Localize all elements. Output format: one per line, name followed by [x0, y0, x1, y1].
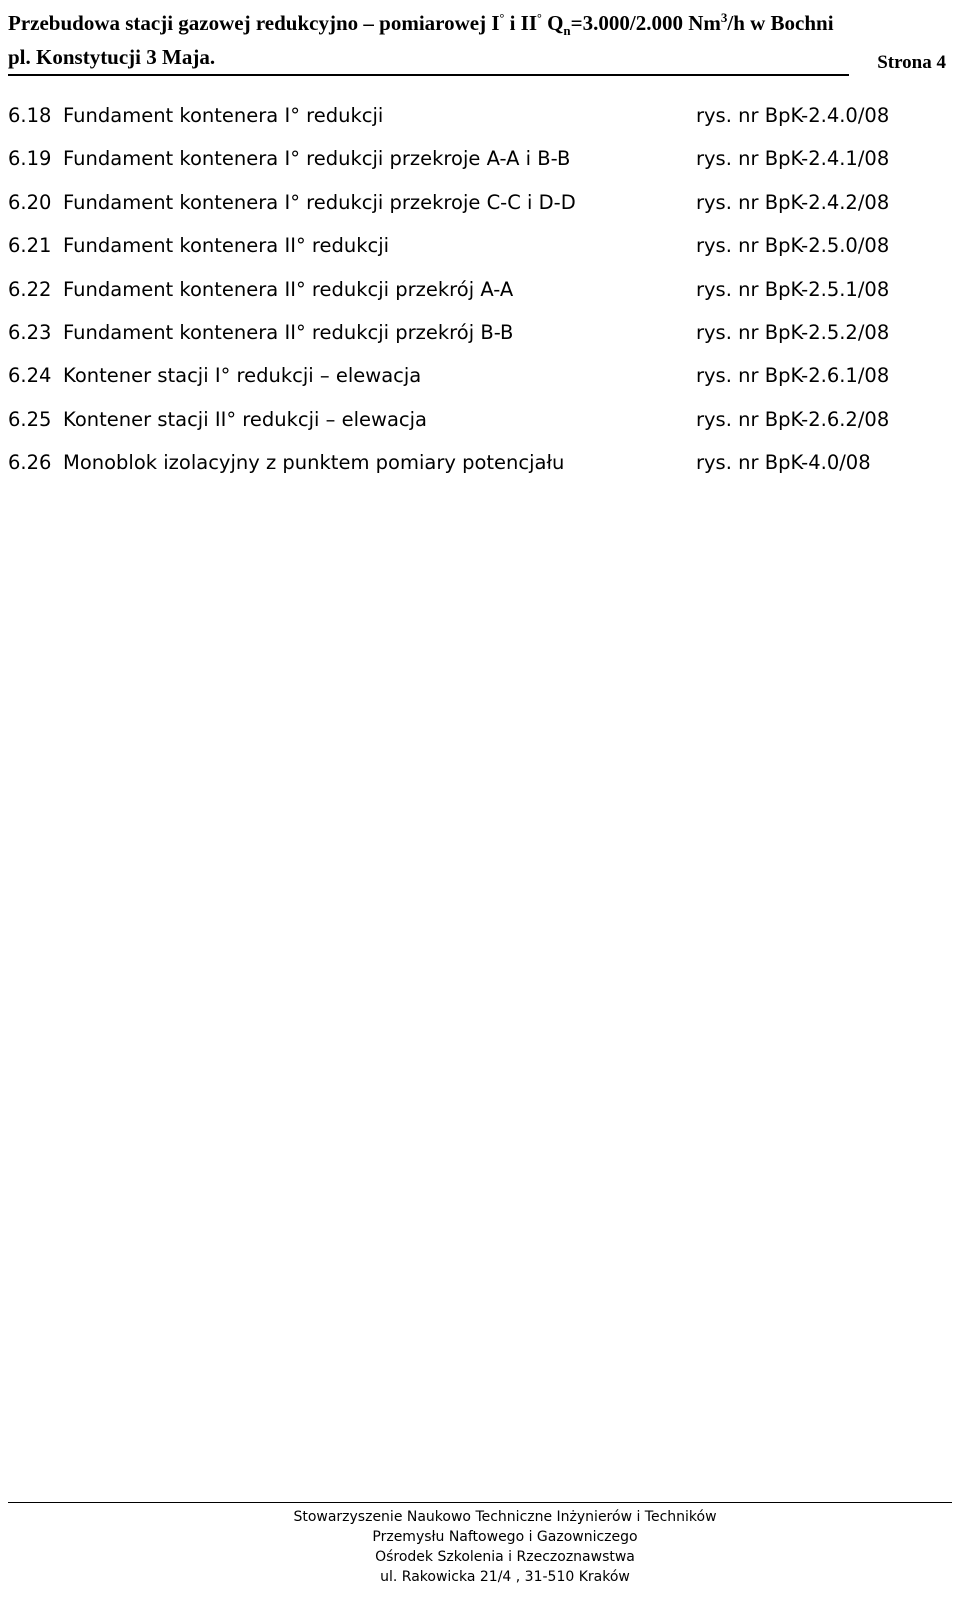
- item-number: 6.20: [8, 190, 52, 214]
- subscript-n: n: [563, 23, 571, 39]
- superscript-3: 3: [720, 10, 728, 25]
- header-title-text: =3.000/2.000 Nm: [570, 11, 721, 35]
- drawing-list-item: [8, 274, 948, 317]
- footer-line: ul. Rakowicka 21/4 , 31-510 Kraków: [380, 1569, 630, 1585]
- footer-line: Ośrodek Szkolenia i Rzeczoznawstwa: [375, 1549, 635, 1565]
- drawing-reference: rys. nr BpK-2.4.1/08: [696, 147, 890, 171]
- header-title-line-1: [8, 4, 948, 44]
- item-title: Fundament kontenera I° redukcji przekroje C-C i D-D: [63, 190, 576, 214]
- drawing-reference: rys. nr BpK-2.6.1/08: [696, 364, 890, 388]
- item-number: 6.24: [8, 364, 52, 388]
- item-number: 6.18: [8, 104, 52, 127]
- header-title-text: Przebudowa stacji gazowej redukcyjno – pomiarowej I: [8, 11, 500, 35]
- drawing-list-item: [8, 447, 948, 490]
- footer-line: Przemysłu Naftowego i Gazowniczego: [372, 1529, 638, 1545]
- item-title: Fundament kontenera II° redukcji: [63, 234, 390, 258]
- drawing-reference: rys. nr BpK-2.5.0/08: [696, 234, 890, 258]
- degree-sign: °: [537, 11, 542, 25]
- item-title: Fundament kontenera II° redukcji przekrój B-B: [63, 320, 514, 344]
- item-title: Fundament kontenera I° redukcji przekroje A-A i B-B: [63, 147, 571, 171]
- item-title: Fundament kontenera II° redukcji przekrój A-A: [63, 277, 514, 301]
- header-title-text: Q: [541, 11, 564, 35]
- item-title: Kontener stacji I° redukcji – elewacja: [63, 364, 422, 388]
- footer-line: Stowarzyszenie Naukowo Techniczne Inżynierów i Techników: [293, 1509, 717, 1525]
- item-number: 6.23: [8, 320, 52, 344]
- drawing-list-item: [8, 143, 948, 186]
- item-title: Fundament kontenera I° redukcji: [63, 104, 384, 127]
- item-number: 6.25: [8, 407, 52, 431]
- drawing-list-item: [8, 404, 948, 447]
- header-title-text: i II: [504, 11, 538, 35]
- drawing-list-item: [8, 100, 948, 143]
- header-title-line-2: pl. Konstytucji 3 Maja.: [8, 45, 216, 70]
- drawing-reference: rys. nr BpK-2.5.1/08: [696, 277, 890, 301]
- document-header: [8, 4, 948, 71]
- drawing-reference: rys. nr BpK-2.6.2/08: [696, 407, 890, 431]
- drawing-list-item: [8, 317, 948, 360]
- drawings-list: [8, 100, 948, 491]
- item-number: 6.26: [8, 451, 52, 475]
- drawing-list-item: [8, 360, 948, 403]
- header-divider: [8, 74, 849, 76]
- footer-divider: [8, 1502, 952, 1503]
- page-number: Strona 4: [877, 52, 946, 73]
- drawing-reference: rys. nr BpK-2.4.0/08: [696, 104, 890, 127]
- item-number: 6.22: [8, 277, 52, 301]
- drawing-reference: rys. nr BpK-4.0/08: [696, 451, 871, 475]
- degree-sign: °: [499, 11, 505, 25]
- drawing-list-item: [8, 187, 948, 230]
- drawing-reference: rys. nr BpK-2.4.2/08: [696, 190, 890, 214]
- drawing-reference: rys. nr BpK-2.5.2/08: [696, 320, 890, 344]
- header-title-text: /h w Bochni: [727, 11, 834, 35]
- document-footer: [0, 1507, 960, 1587]
- item-number: 6.19: [8, 147, 52, 171]
- drawing-list-item: [8, 230, 948, 273]
- item-number: 6.21: [8, 234, 52, 258]
- item-title: Monoblok izolacyjny z punktem pomiary potencjału: [63, 451, 565, 475]
- item-title: Kontener stacji II° redukcji – elewacja: [63, 407, 427, 431]
